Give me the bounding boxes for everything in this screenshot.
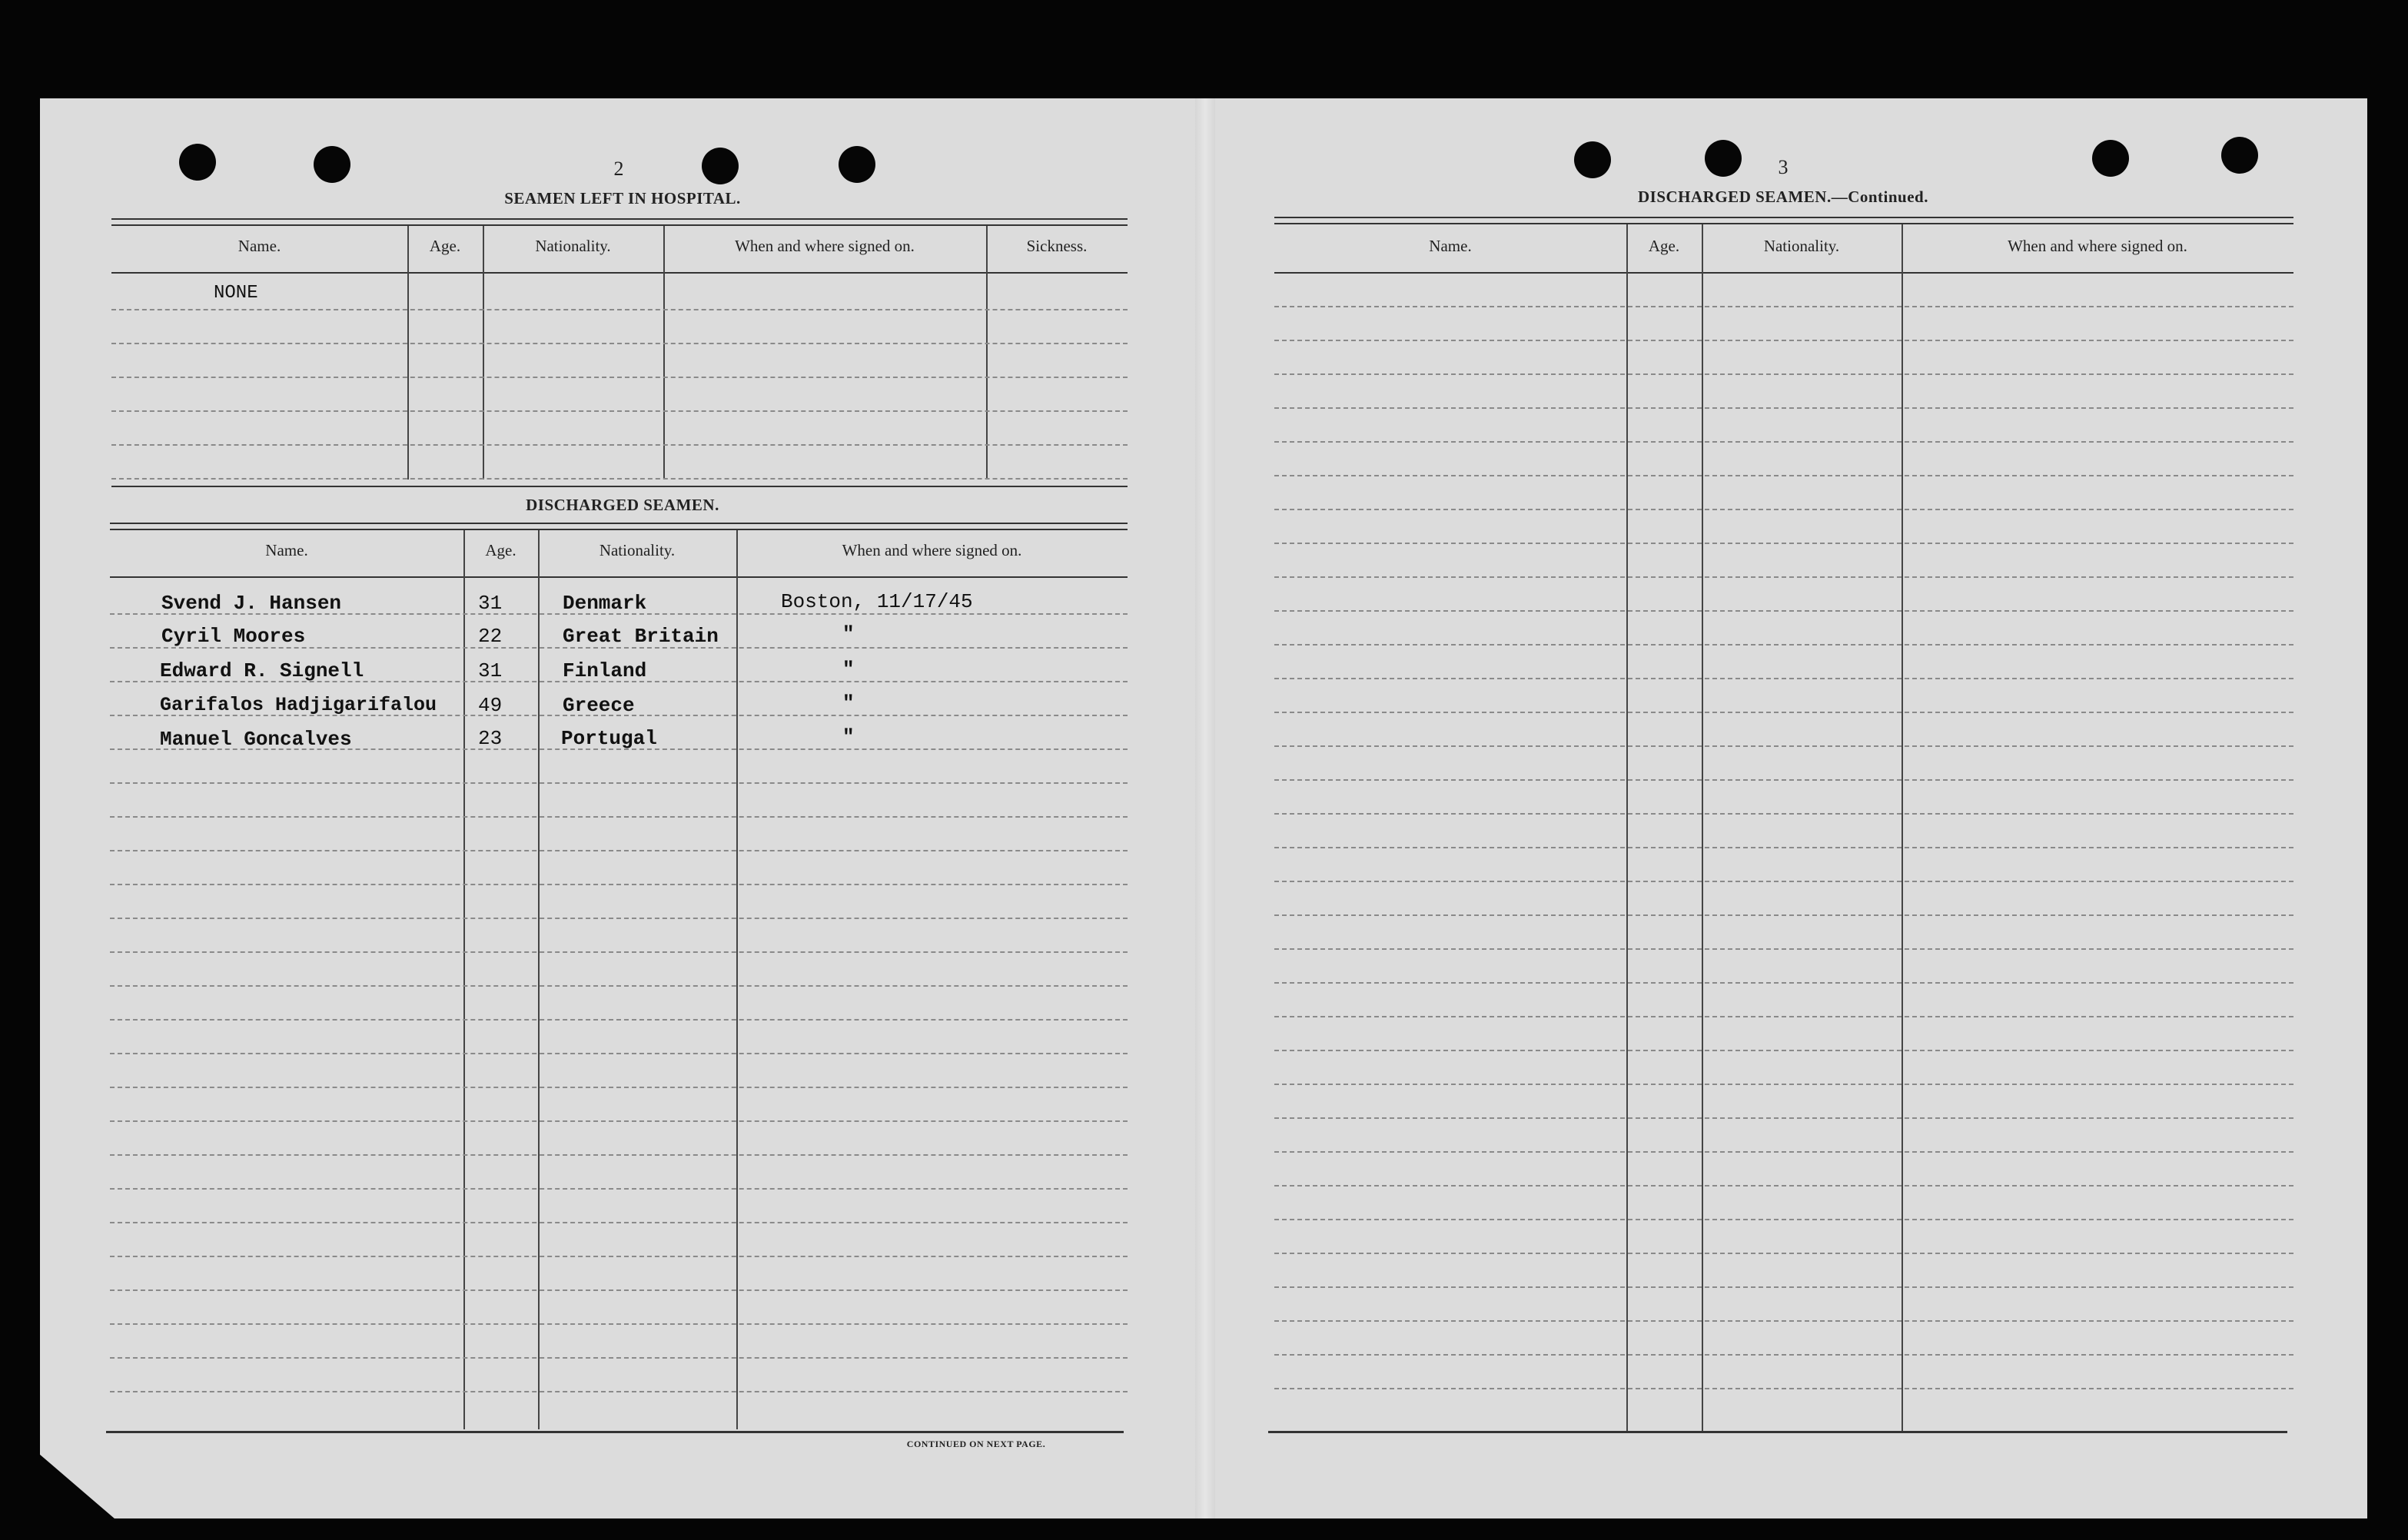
seaman-name: Garifalos Hadjigarifalou [160, 694, 437, 716]
bottom-rule [1268, 1431, 2287, 1433]
column-header-nationality: Nationality. [599, 541, 676, 559]
section-title-discharged-continued: DISCHARGED SEAMEN.—Continued. [1638, 188, 1928, 206]
column-header-nationality: Nationality. [535, 237, 611, 255]
section-title-hospital: SEAMEN LEFT IN HOSPITAL. [504, 189, 741, 207]
seaman-nationality: Denmark [563, 592, 647, 615]
page-number: 2 [613, 158, 624, 180]
discharged-table [110, 523, 1128, 1429]
column-header-sickness: Sickness. [1026, 237, 1088, 255]
seaman-signed-on: " [842, 725, 855, 748]
seaman-nationality: Portugal [561, 727, 657, 750]
seaman-name: Edward R. Signell [160, 659, 364, 682]
page-fold [1195, 98, 1215, 1518]
punch-hole [2221, 137, 2258, 174]
column-header-age: Age. [429, 237, 461, 255]
bottom-rule [106, 1431, 1124, 1433]
column-header-name: Name. [237, 237, 281, 255]
column-header-signed-on: When and where signed on. [735, 237, 915, 255]
column-header-signed-on: When and where signed on. [842, 541, 1022, 559]
continued-note: CONTINUED ON NEXT PAGE. [906, 1439, 1046, 1449]
seaman-age: 31 [478, 592, 503, 615]
seaman-nationality: Great Britain [563, 625, 719, 648]
seaman-age: 23 [478, 727, 503, 750]
column-header-age: Age. [485, 541, 516, 559]
section-title-discharged: DISCHARGED SEAMEN. [526, 496, 719, 514]
punch-hole [1574, 141, 1611, 178]
seaman-age: 49 [478, 694, 503, 717]
discharged-continued-table [1274, 217, 2293, 1431]
seaman-age: 22 [478, 625, 503, 648]
page-number: 3 [1778, 156, 1789, 178]
punch-hole [1705, 140, 1742, 177]
seaman-nationality: Greece [563, 694, 635, 717]
punch-hole [839, 146, 875, 183]
seaman-age: 31 [478, 659, 503, 682]
seaman-name: Manuel Goncalves [160, 728, 352, 751]
seaman-signed-on: Boston, 11/17/45 [781, 590, 973, 613]
column-header-age: Age. [1648, 237, 1680, 255]
column-header-name: Name. [265, 541, 308, 559]
punch-hole [314, 146, 350, 183]
punch-hole [702, 148, 739, 184]
seaman-signed-on: " [842, 658, 855, 681]
seaman-nationality: Finland [563, 659, 647, 682]
seaman-name: Svend J. Hansen [161, 592, 342, 615]
punch-hole [2092, 140, 2129, 177]
column-header-nationality: Nationality. [1763, 237, 1840, 255]
punch-hole [179, 144, 216, 181]
hospital-entry: NONE [214, 283, 258, 304]
hospital-table [111, 218, 1128, 487]
column-header-signed-on: When and where signed on. [2008, 237, 2187, 255]
seaman-signed-on: " [842, 622, 855, 646]
seaman-name: Cyril Moores [161, 625, 306, 648]
column-header-name: Name. [1429, 237, 1472, 255]
seaman-signed-on: " [842, 692, 855, 715]
